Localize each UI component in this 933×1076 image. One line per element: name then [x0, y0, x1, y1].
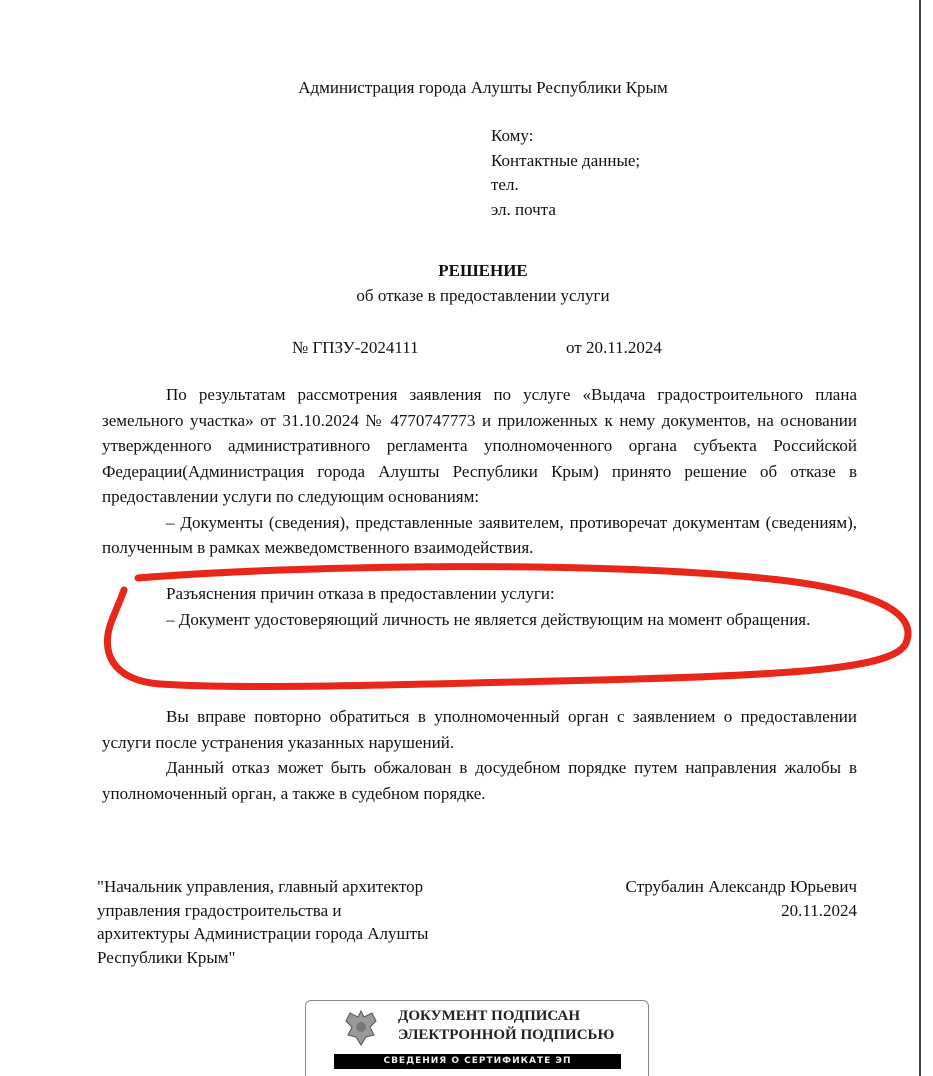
body-explanation [102, 581, 857, 632]
organization-header: Администрация города Алушты Республики Крым [298, 78, 668, 97]
paragraph-review: По результатам рассмотрения заявления по услуге «Выдача градостроительного плана земельного участка» от 31.10.2024 № 4770747773 и приложенных к нему документов, на основании утвержденного административного регламента уполномоченного органа субъекта Российской Федерации(Администрация города Алушты Республики Крым) принято решение об отказе в предоставлении услуги по следующим основаниям: [102, 385, 857, 506]
body-rights [102, 704, 857, 806]
position-line: Республики Крым" [97, 947, 236, 967]
stamp-line: ЭЛЕКТРОННОЙ ПОДПИСЬЮ [398, 1027, 615, 1043]
recipient-to: Кому: [491, 126, 534, 145]
signatory-position [97, 875, 428, 969]
paragraph-explanation: – Документ удостоверяющий личность не является действующим на момент обращения. [166, 609, 811, 629]
electronic-signature-stamp [305, 1000, 649, 1076]
recipient-contacts: Контактные данные; [491, 150, 641, 170]
recipient-phone: тел. [491, 175, 519, 194]
decision-date: от 20.11.2024 [566, 338, 662, 357]
position-line: "Начальник управления, главный архитектор [97, 877, 424, 896]
certificate-info-bar: СВЕДЕНИЯ О СЕРТИФИКАТЕ ЭП [334, 1054, 621, 1069]
paragraph-ground: – Документы (сведения), представленные заявителем, противоречат документам (сведениям), полученным в рамках межведомственного взаимодействия. [102, 512, 857, 557]
stamp-line: ДОКУМЕНТ ПОДПИСАН [398, 1008, 580, 1024]
coat-of-arms-icon [340, 1007, 382, 1049]
recipient-block [491, 124, 640, 222]
decision-title: РЕШЕНИЕ [438, 261, 528, 280]
decision-number-line [292, 338, 662, 358]
stamp-text [398, 1007, 614, 1045]
decision-subtitle: об отказе в предоставлении услуги [356, 286, 610, 305]
signatory-name: Струбалин Александр Юрьевич [625, 877, 857, 896]
page-edge [919, 0, 921, 1076]
signatory [560, 875, 857, 922]
body-grounds [102, 382, 857, 561]
position-line: архитектуры Администрации города Алушты [97, 924, 429, 943]
paragraph-appeal: Данный отказ может быть обжалован в досудебном порядке путем направления жалобы в уполномоченный орган, а также в судебном порядке. [102, 758, 857, 803]
position-line: управления градостроительства и [97, 900, 342, 920]
recipient-email: эл. почта [491, 199, 556, 219]
paragraph-reapply: Вы вправе повторно обратиться в уполномоченный орган с заявлением о предоставлении услуги после устранения указанных нарушений. [102, 707, 857, 752]
decision-number: № ГПЗУ-2024111 [292, 338, 419, 357]
signature-date: 20.11.2024 [781, 900, 857, 920]
paragraph-explanation-title: Разъяснения причин отказа в предоставлении услуги: [166, 584, 555, 603]
